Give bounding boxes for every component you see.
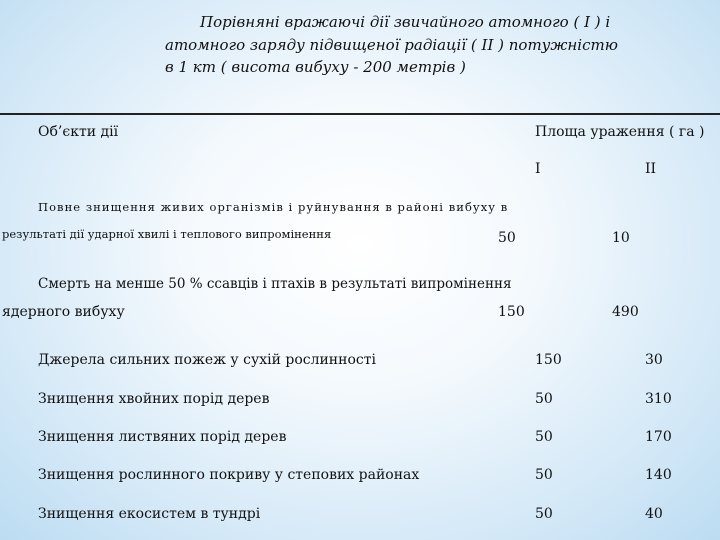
row-3-value-i: 150 [535, 352, 562, 368]
row-5-label: Знищення листвяних порід дерев [38, 429, 287, 445]
row-4-value-i: 50 [535, 391, 553, 407]
row-2-label-line-1: Смерть на менше 50 % ссавців і птахів в результаті випромінення [38, 276, 512, 292]
row-3-label: Джерела сильних пожеж у сухій рослинності [38, 352, 376, 368]
row-5-value-i: 50 [535, 429, 553, 445]
row-6-value-ii: 140 [645, 467, 672, 483]
title-line-3: в 1 кт ( висота вибуху - 200 метрів ) [165, 58, 466, 76]
row-6-label: Знищення рослинного покриву у степових районах [38, 467, 420, 483]
row-1-label-line-1: Повне знищення живих організмів і руйнування в районі вибуху в [38, 200, 509, 214]
row-1-value-i: 50 [498, 230, 516, 246]
header-col-ii: II [645, 161, 657, 177]
row-3-value-ii: 30 [645, 352, 663, 368]
row-2-value-i: 150 [498, 304, 525, 320]
row-7-label: Знищення екосистем в тундрі [38, 506, 261, 522]
header-objects: Об’єкти дії [38, 124, 119, 140]
title-line-2: атомного заряду підвищеної радіації ( II ) потужністю [165, 36, 618, 54]
row-5-value-ii: 170 [645, 429, 672, 445]
table-top-rule [0, 113, 720, 115]
row-7-value-ii: 40 [645, 506, 663, 522]
row-7-value-i: 50 [535, 506, 553, 522]
header-col-i: I [535, 161, 541, 177]
row-4-value-ii: 310 [645, 391, 672, 407]
title-line-1: Порівняні вражаючі дії звичайного атомного ( I ) і [200, 13, 611, 31]
row-4-label: Знищення хвойних порід дерев [38, 391, 270, 407]
row-6-value-i: 50 [535, 467, 553, 483]
row-1-value-ii: 10 [612, 230, 630, 246]
row-1-label-line-2: результаті дії ударної хвилі і теплового випромінення [2, 227, 332, 241]
row-2-value-ii: 490 [612, 304, 639, 320]
row-2-label-line-2: ядерного вибуху [2, 304, 125, 320]
header-area: Площа ураження ( га ) [535, 124, 705, 140]
